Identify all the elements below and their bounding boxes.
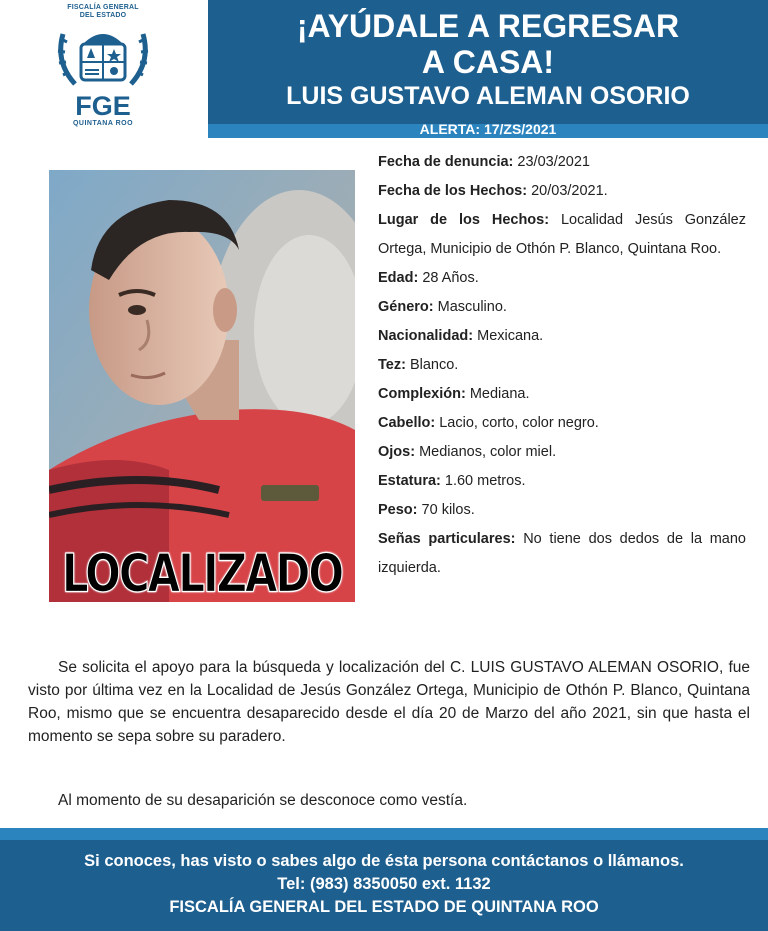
headline-line1: ¡AYÚDALE A REGRESAR: [296, 8, 680, 44]
header-banner: [208, 0, 768, 138]
footer-agency: FISCALÍA GENERAL DEL ESTADO DE QUINTANA ROO: [169, 898, 599, 916]
person-name: LUIS GUSTAVO ALEMAN OSORIO: [286, 82, 690, 110]
logo-org-line1: FISCALÍA GENERAL: [67, 4, 139, 11]
person-details: [378, 148, 746, 583]
detail-fecha-hechos: Fecha de los Hechos: 20/03/2021.: [378, 183, 608, 199]
detail-complexion: Complexión: Mediana.: [378, 386, 530, 402]
search-request-paragraph: Se solicita el apoyo para la búsqueda y localización del C. LUIS GUSTAVO ALEMAN OSORIO, fue visto por última vez en la Localidad de Jesús González Ortega, Municipio de Othón P. Blanco, Quintana Roo, mismo que se encuentra desaparecido desde el día 20 de Marzo del año 2021, sin que hasta el momento se sepa sobre su paradero.: [28, 659, 750, 745]
detail-nacionalidad: Nacionalidad: Mexicana.: [378, 328, 544, 344]
logo-acronym: FGE: [75, 91, 131, 121]
footer-accent-strip: [0, 828, 768, 840]
detail-estatura: Estatura: 1.60 metros.: [378, 473, 526, 489]
coat-of-arms-icon: [53, 22, 153, 94]
contact-footer: [0, 840, 768, 931]
detail-peso: Peso: 70 kilos.: [378, 502, 475, 518]
detail-edad: Edad: 28 Años.: [378, 270, 479, 286]
clothing-paragraph: Al momento de su desaparición se desconoce como vestía.: [58, 792, 468, 809]
detail-senas: Señas particulares: No tiene dos dedos de la mano izquierda.: [378, 531, 746, 576]
detail-lugar: Lugar de los Hechos: Localidad Jesús González Ortega, Municipio de Othón P. Blanco, Quintana Roo.: [378, 212, 746, 257]
footer-phone: Tel: (983) 8350050 ext. 1132: [277, 875, 491, 893]
detail-cabello: Cabello: Lacio, corto, color negro.: [378, 415, 599, 431]
footer-call-to-action: Si conoces, has visto o sabes algo de ésta persona contáctanos o llámanos.: [84, 852, 684, 870]
person-photo: [49, 170, 355, 602]
portrait-illustration: [49, 170, 355, 602]
detail-ojos: Ojos: Medianos, color miel.: [378, 444, 557, 460]
headline-line2: A CASA!: [421, 44, 555, 80]
detail-fecha-denuncia: Fecha de denuncia: 23/03/2021: [378, 154, 590, 170]
fge-logo: [44, 4, 162, 144]
alert-code: ALERTA: 17/ZS/2021: [419, 121, 557, 137]
logo-org-line2: DEL ESTADO: [79, 12, 127, 19]
logo-state: QUINTANA ROO: [72, 120, 134, 127]
detail-genero: Género: Masculino.: [378, 299, 507, 315]
detail-tez: Tez: Blanco.: [378, 357, 459, 373]
localizado-stamp: LOCALIZADO: [61, 542, 343, 602]
